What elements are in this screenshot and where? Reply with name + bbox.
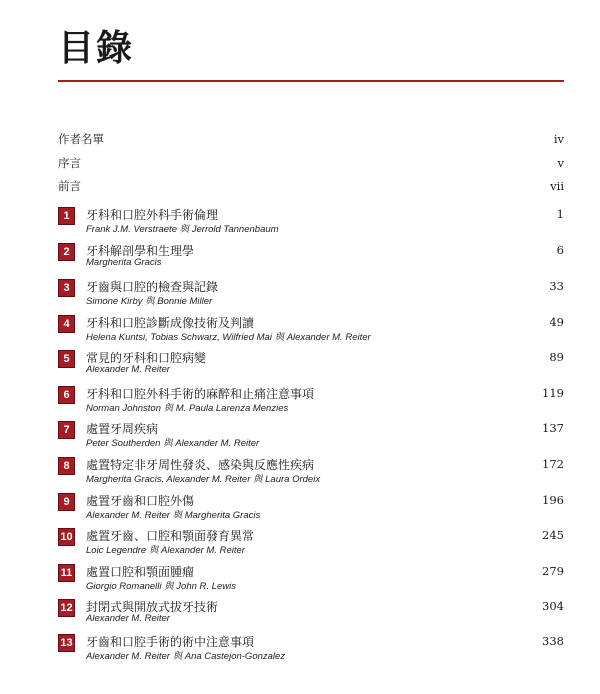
front-matter-page: iv (553, 132, 564, 146)
chapter-title: 牙齒和口腔手術的術中注意事項 (86, 635, 255, 649)
chapter-title: 牙齒與口腔的檢查與記錄 (86, 280, 219, 294)
front-matter-label: 前言 (58, 179, 81, 193)
chapter-title: 常見的牙科和口腔病變 (86, 351, 207, 365)
chapter-number-badge: 2 (58, 243, 75, 261)
chapter-entry-4[interactable] (58, 314, 564, 344)
front-matter-label: 作者名單 (58, 132, 104, 146)
chapter-page: 89 (549, 350, 564, 364)
chapter-number-badge: 8 (58, 457, 75, 475)
front-matter-label: 序言 (58, 156, 81, 170)
front-matter-contributors[interactable] (58, 130, 564, 148)
chapter-authors: Margherita Gracis (86, 257, 162, 268)
chapter-authors: Alexander M. Reiter 與 Ana Castejon-Gonzalez (86, 651, 286, 662)
chapter-page: 172 (542, 457, 564, 471)
chapter-entry-10[interactable] (58, 527, 564, 557)
chapter-authors: Norman Johnston 與 M. Paula Larenza Menzies (86, 403, 289, 414)
front-matter-preface[interactable] (58, 154, 564, 172)
chapter-authors: Alexander M. Reiter (86, 364, 170, 375)
chapter-authors: Alexander M. Reiter 與 Margherita Gracis (86, 510, 261, 521)
chapter-title: 牙科和口腔診斷成像技術及判讀 (86, 316, 255, 330)
chapter-number-badge: 12 (58, 599, 75, 617)
chapter-authors: Peter Southerden 與 Alexander M. Reiter (86, 438, 260, 449)
chapter-number-badge: 3 (58, 279, 75, 297)
chapter-authors: Helena Kuntsi, Tobias Schwarz, Wilfried Mai 與 Alexander M. Reiter (86, 332, 371, 343)
front-matter-page: vii (550, 179, 564, 193)
chapter-page: 49 (549, 315, 564, 329)
chapter-entry-13[interactable] (58, 633, 564, 663)
chapter-number-badge: 11 (58, 564, 75, 582)
chapter-entry-2[interactable] (58, 242, 564, 272)
chapter-title: 處置口腔和顎面腫瘤 (86, 565, 195, 579)
chapter-entry-1[interactable] (58, 206, 564, 236)
chapter-title: 牙科解剖學和生理學 (86, 244, 195, 258)
chapter-number-badge: 6 (58, 386, 75, 404)
chapter-page: 6 (556, 243, 564, 257)
chapter-authors: Loic Legendre 與 Alexander M. Reiter (86, 545, 245, 556)
chapter-number-badge: 7 (58, 421, 75, 439)
chapter-page: 338 (542, 634, 564, 648)
chapter-number-badge: 5 (58, 350, 75, 368)
chapter-title: 處置牙周疾病 (86, 422, 159, 436)
chapter-title: 處置特定非牙周性發炎、感染與反應性疾病 (86, 458, 315, 472)
chapter-number-badge: 13 (58, 634, 75, 652)
chapter-entry-6[interactable] (58, 385, 564, 415)
chapter-authors: Simone Kirby 與 Bonnie Miller (86, 296, 213, 307)
chapter-number-badge: 1 (58, 207, 75, 225)
chapter-page: 245 (542, 528, 564, 542)
chapter-entry-3[interactable] (58, 278, 564, 308)
chapter-title: 封閉式與開放式拔牙技術 (86, 600, 219, 614)
chapter-page: 304 (542, 599, 564, 613)
front-matter-foreword[interactable] (58, 177, 564, 195)
chapter-entry-9[interactable] (58, 492, 564, 522)
chapter-page: 196 (542, 493, 564, 507)
page-title: 目錄 (58, 27, 135, 69)
chapter-number-badge: 9 (58, 493, 75, 511)
chapter-title: 處置牙齒、口腔和顎面發育異常 (86, 529, 255, 543)
chapter-authors: Alexander M. Reiter (86, 613, 170, 624)
chapter-title: 處置牙齒和口腔外傷 (86, 494, 195, 508)
chapter-authors: Giorgio Romanelli 與 John R. Lewis (86, 581, 236, 592)
chapter-entry-7[interactable] (58, 420, 564, 450)
chapter-entry-5[interactable] (58, 349, 564, 379)
chapter-page: 1 (556, 207, 564, 221)
chapter-page: 137 (542, 421, 564, 435)
chapter-authors: Margherita Gracis, Alexander M. Reiter 與 Laura Ordeix (86, 474, 321, 485)
chapter-entry-8[interactable] (58, 456, 564, 486)
chapter-number-badge: 10 (58, 528, 75, 546)
title-divider (58, 80, 564, 82)
chapter-title: 牙科和口腔外科手術倫理 (86, 208, 219, 222)
chapter-page: 119 (542, 386, 564, 400)
chapter-page: 33 (549, 279, 564, 293)
chapter-entry-11[interactable] (58, 563, 564, 593)
chapter-authors: Frank J.M. Verstraete 與 Jerrold Tannenbaum (86, 224, 279, 235)
chapter-title: 牙科和口腔外科手術的麻醉和止痛注意事項 (86, 387, 315, 401)
front-matter-page: v (557, 156, 564, 170)
chapter-entry-12[interactable] (58, 598, 564, 628)
chapter-page: 279 (542, 564, 564, 578)
chapter-number-badge: 4 (58, 315, 75, 333)
